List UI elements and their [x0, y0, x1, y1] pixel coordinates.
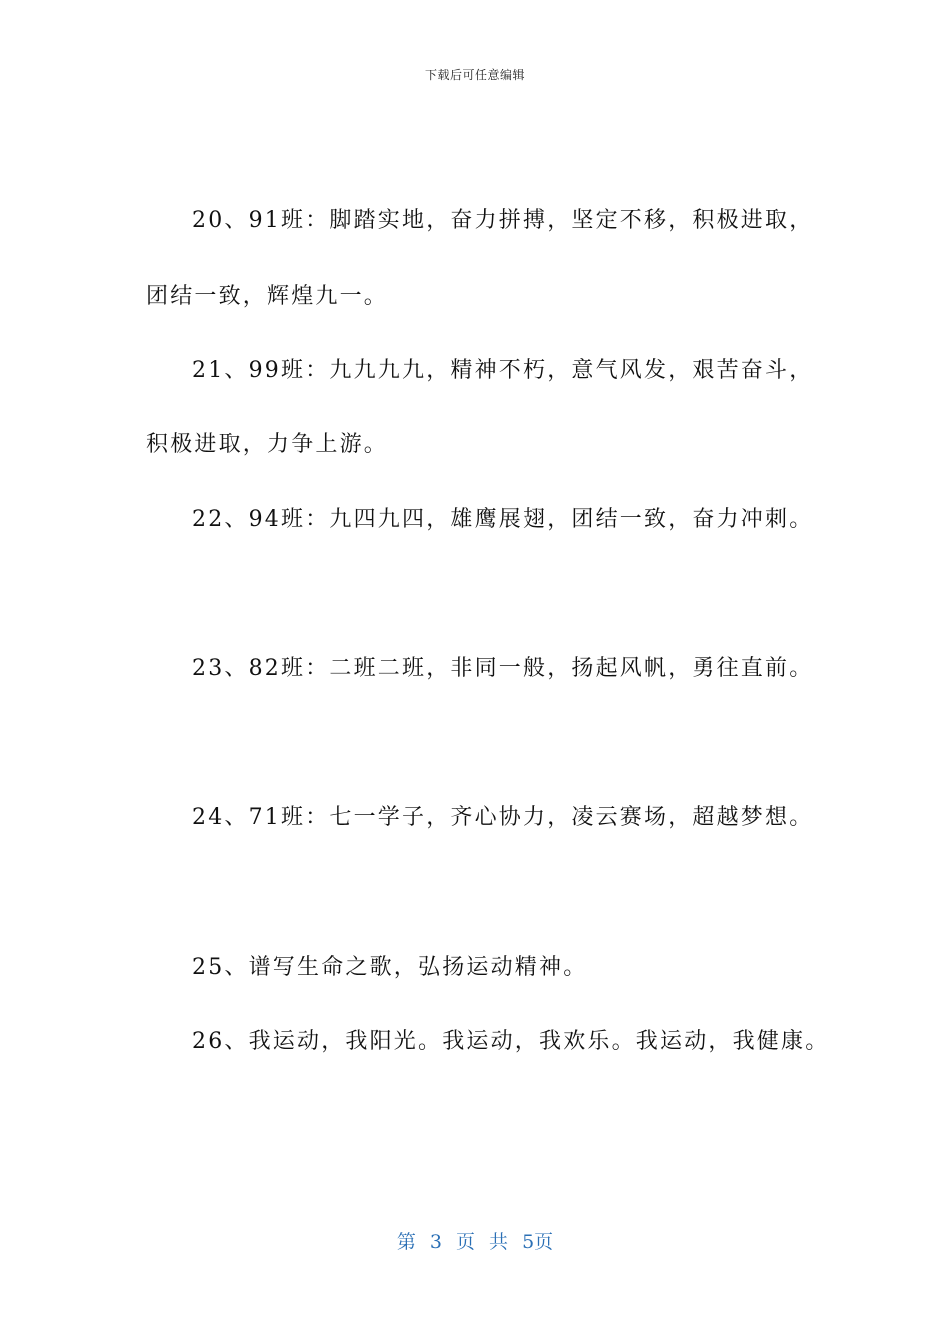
slogan-line-23: 23、82班：二班二班，非同一般，扬起风帆，勇往直前。 — [192, 656, 814, 681]
slogan-line-24: 24、71班：七一学子，齐心协力，凌云赛场，超越梦想。 — [192, 805, 814, 830]
slogan-line-20-continued: 团结一致，辉煌九一。 — [146, 284, 389, 309]
slogan-line-22: 22、94班：九四九四，雄鹰展翅，团结一致，奋力冲刺。 — [192, 507, 814, 532]
slogan-line-20: 20、91班：脚踏实地，奋力拼搏，坚定不移，积极进取， — [192, 208, 814, 233]
slogan-line-25: 25、谱写生命之歌，弘扬运动精神。 — [192, 955, 588, 980]
slogan-line-21-continued: 积极进取，力争上游。 — [146, 432, 389, 457]
page-footer: 第 3 页 共 5页 — [396, 1231, 554, 1253]
page-header: 下载后可任意编辑 — [424, 68, 525, 82]
slogan-line-21: 21、99班：九九九九，精神不朽，意气风发，艰苦奋斗， — [192, 358, 814, 383]
slogan-line-26: 26、我运动，我阳光。我运动，我欢乐。我运动，我健康。 — [192, 1029, 830, 1054]
